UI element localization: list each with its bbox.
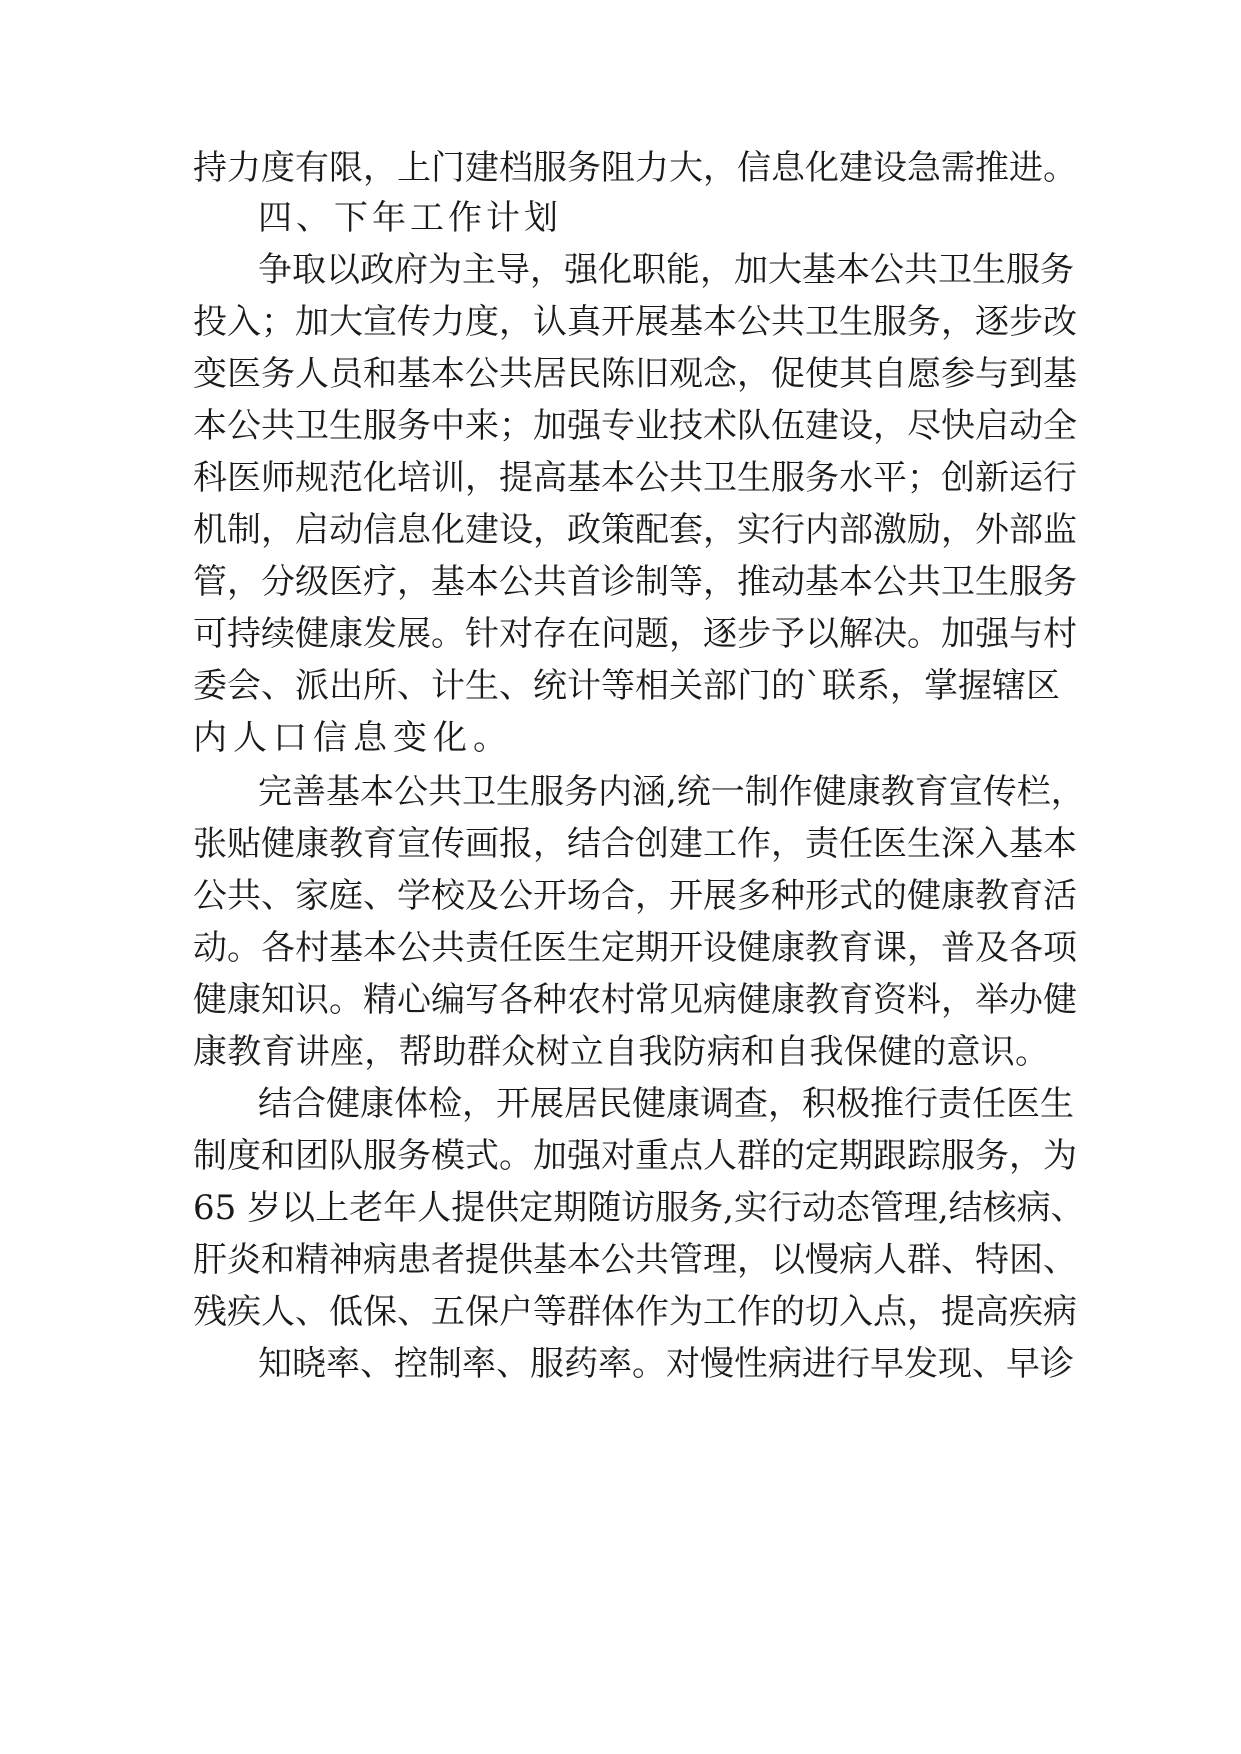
paragraph-line: 委会、派出所、计生、统计等相关部门的`联系，掌握辖区 [193,666,1060,706]
paragraph-line: 投入；加大宣传力度，认真开展基本公共卫生服务，逐步改 [193,302,1077,342]
paragraph-line: 内人口信息变化。 [193,718,513,758]
paragraph-line: 结合健康体检，开展居民健康调查，积极推行责任医生 [258,1084,1074,1124]
paragraph-line: 争取以政府为主导，强化职能，加大基本公共卫生服务 [258,250,1074,290]
paragraph-line: 制度和团队服务模式。加强对重点人群的定期跟踪服务，为 [193,1136,1077,1176]
paragraph-line: 知晓率、控制率、服药率。对慢性病进行早发现、早诊 [258,1344,1074,1384]
section-heading: 四、下年工作计划 [258,198,562,238]
paragraph-line: 动。各村基本公共责任医生定期开设健康教育课，普及各项 [193,928,1077,968]
paragraph-line: 科医师规范化培训，提高基本公共卫生服务水平；创新运行 [193,458,1077,498]
paragraph-line: 持力度有限，上门建档服务阻力大，信息化建设急需推进。 [193,148,1077,188]
paragraph-line: 本公共卫生服务中来；加强专业技术队伍建设，尽快启动全 [193,406,1077,446]
paragraph-line: 残疾人、低保、五保户等群体作为工作的切入点，提高疾病 [193,1292,1077,1332]
paragraph-line: 管，分级医疗，基本公共首诊制等，推动基本公共卫生服务 [193,562,1077,602]
paragraph-line: 肝炎和精神病患者提供基本公共管理，以慢病人群、特困、 [193,1240,1077,1280]
paragraph-line: 机制，启动信息化建设，政策配套，实行内部激励，外部监 [193,510,1077,550]
paragraph-line: 65 岁以上老年人提供定期随访服务,实行动态管理,结核病、 [193,1188,1085,1228]
paragraph-line: 公共、家庭、学校及公开场合，开展多种形式的健康教育活 [193,876,1077,916]
paragraph-line: 健康知识。精心编写各种农村常见病健康教育资料，举办健 [193,980,1077,1020]
paragraph-line: 康教育讲座，帮助群众树立自我防病和自我保健的意识。 [193,1032,1049,1072]
paragraph-line: 张贴健康教育宣传画报，结合创建工作，责任医生深入基本 [193,824,1077,864]
paragraph-line: 可持续健康发展。针对存在问题，逐步予以解决。加强与村 [193,614,1077,654]
paragraph-line: 完善基本公共卫生服务内涵,统一制作健康教育宣传栏， [258,772,1085,812]
paragraph-line: 变医务人员和基本公共居民陈旧观念，促使其自愿参与到基 [193,354,1077,394]
